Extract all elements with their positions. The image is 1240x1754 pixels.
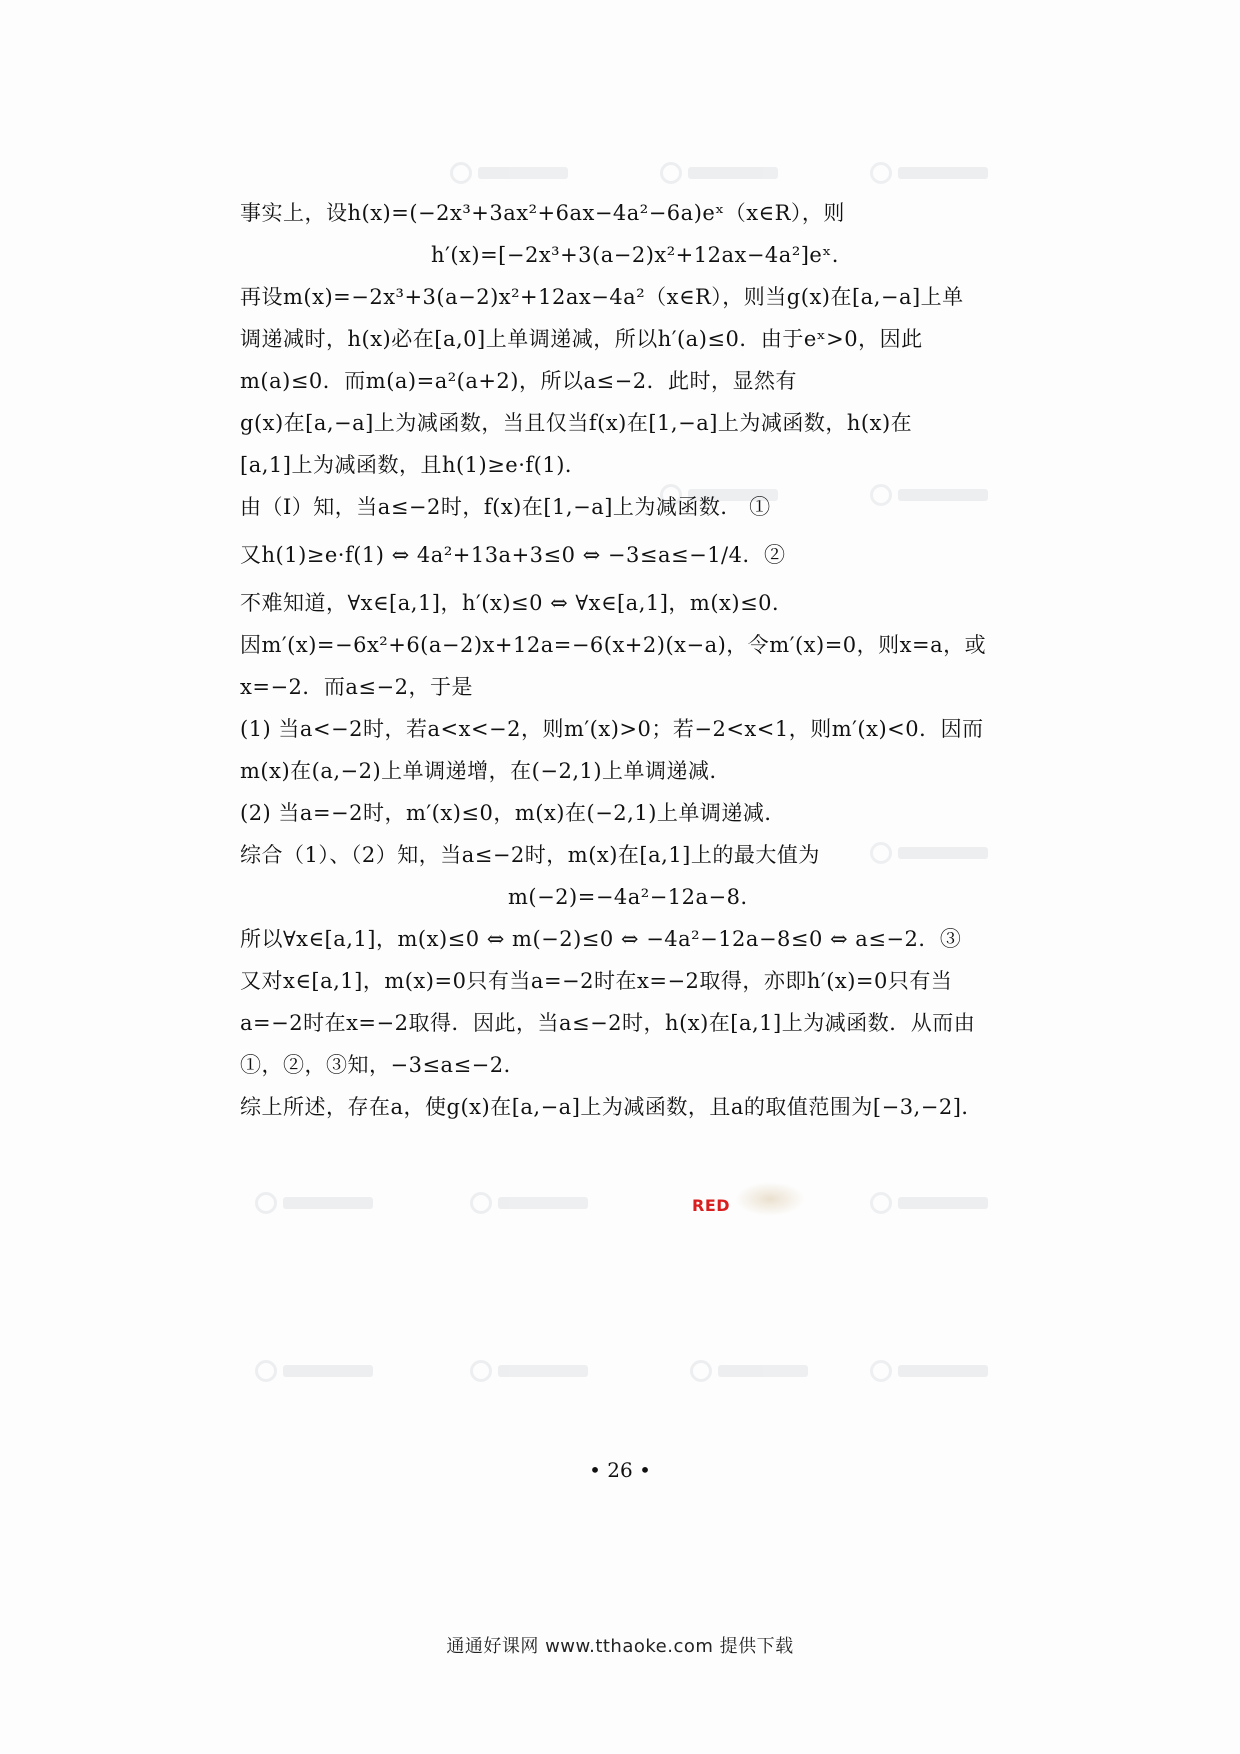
page-number: • 26 •: [589, 1458, 651, 1482]
footer-credit: 通通好课网 www.tthaoke.com 提供下载: [446, 1636, 794, 1657]
watermark-logo-icon: [470, 1358, 600, 1384]
watermark-logo-icon: [255, 1190, 385, 1216]
watermark-logo-icon: [255, 1358, 385, 1384]
text-line: m(a)≤0．而m(a)=a²(a+2)，所以a≤−2．此时，显然有: [240, 369, 798, 393]
solution-text: [240, 192, 1020, 1128]
text-line: 综上所述，存在a，使g(x)在[a,−a]上为减函数，且a的取值范围为[−3,−2]．: [240, 1095, 983, 1119]
text-line: 再设m(x)=−2x³+3(a−2)x²+12ax−4a²（x∈R），则当g(x)在[a,−a]上单: [240, 285, 964, 309]
watermark-logo-icon: [660, 160, 790, 186]
text-line: 综合（1）、（2）知，当a≤−2时，m(x)在[a,1]上的最大值为: [240, 843, 820, 867]
text-line: 不难知道，∀x∈[a,1]，h′(x)≤0 ⇔ ∀x∈[a,1]，m(x)≤0．: [240, 591, 794, 615]
text-line: 因m′(x)=−6x²+6(a−2)x+12a=−6(x+2)(x−a)，令m′(x)=0，则x=a，或: [240, 633, 987, 657]
text-line: (1) 当a<−2时，若a<x<−2，则m′(x)>0；若−2<x<1，则m′(x)<0．因而: [240, 717, 984, 741]
text-line: 又h(1)≥e·f(1) ⇔ 4a²+13a+3≤0 ⇔ −3≤a≤−1/4．②: [240, 543, 786, 567]
formula-line: m(−2)=−4a²−12a−8．: [507, 885, 763, 909]
text-line: 由（Ⅰ）知，当a≤−2时，f(x)在[1,−a]上为减函数． ①: [240, 495, 771, 519]
watermark-logo-icon: [470, 1190, 600, 1216]
watermark-logo-icon: [450, 160, 580, 186]
text-line: a=−2时在x=−2取得．因此，当a≤−2时，h(x)在[a,1]上为减函数．从而由: [240, 1011, 976, 1035]
watermark-logo-icon: [690, 1358, 820, 1384]
watermark-logo-icon: [870, 1358, 1000, 1384]
text-line: 事实上，设h(x)=(−2x³+3ax²+6ax−4a²−6a)eˣ（x∈R），则: [240, 201, 845, 225]
text-line: 调递减时，h(x)必在[a,0]上单调递减，所以h′(a)≤0．由于eˣ>0，因此: [240, 327, 923, 351]
text-line: ①，②，③知，−3≤a≤−2．: [240, 1053, 526, 1077]
text-line: [a,1]上为减函数，且h(1)≥e·f(1)．: [240, 453, 587, 477]
formula-line: h′(x)=[−2x³+3(a−2)x²+12ax−4a²]eˣ.: [431, 243, 839, 267]
watermark-logo-icon: [870, 160, 1000, 186]
watermark-logo-icon: [870, 1190, 1000, 1216]
text-line: 又对x∈[a,1]，m(x)=0只有当a=−2时在x=−2取得，亦即h′(x)=0只有当: [240, 969, 953, 993]
red-stamp: RED: [692, 1196, 731, 1215]
text-line: 所以∀x∈[a,1]，m(x)≤0 ⇔ m(−2)≤0 ⇔ −4a²−12a−8≤0 ⇔ a≤−2．③: [240, 927, 962, 951]
text-line: m(x)在(a,−2)上单调递增，在(−2,1)上单调递减．: [240, 759, 732, 783]
stamp-smudge: [735, 1182, 805, 1216]
text-line: g(x)在[a,−a]上为减函数，当且仅当f(x)在[1,−a]上为减函数，h(x)在: [240, 411, 913, 435]
text-line: (2) 当a=−2时，m′(x)≤0，m(x)在(−2,1)上单调递减．: [240, 801, 786, 825]
text-line: x=−2．而a≤−2，于是: [240, 675, 473, 699]
